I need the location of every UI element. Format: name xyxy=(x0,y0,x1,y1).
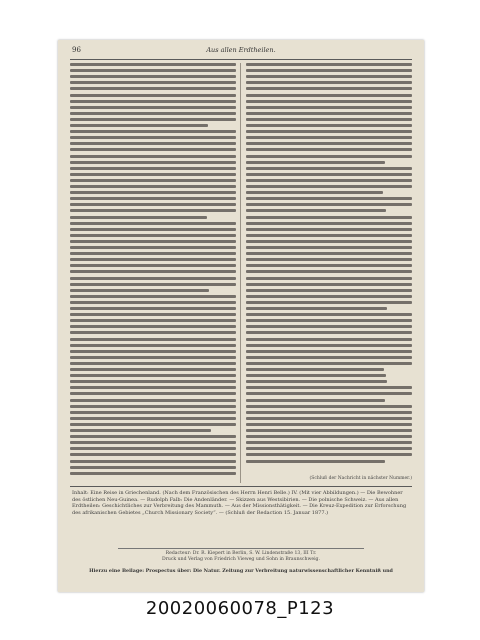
text-line xyxy=(246,112,412,115)
archive-id-caption: 20020060078_P123 xyxy=(145,598,335,619)
text-line xyxy=(246,264,412,267)
text-line xyxy=(70,148,236,151)
text-line xyxy=(246,179,412,182)
text-line xyxy=(70,350,236,353)
text-line xyxy=(246,258,412,261)
article-signature: (Schluß der Nachricht in nächster Nummer.) xyxy=(309,476,412,481)
column-divider xyxy=(240,63,241,483)
text-line xyxy=(70,124,208,127)
header-rule xyxy=(70,59,412,60)
text-line xyxy=(246,411,412,414)
text-line xyxy=(246,136,412,139)
text-line xyxy=(246,405,412,408)
text-line xyxy=(70,380,236,383)
text-line xyxy=(70,368,236,371)
text-line xyxy=(70,472,236,475)
text-line xyxy=(246,173,412,176)
text-line xyxy=(246,246,412,249)
text-line xyxy=(70,356,236,359)
text-line xyxy=(70,283,236,286)
text-line xyxy=(70,94,236,97)
text-line xyxy=(246,344,412,347)
text-line xyxy=(70,313,236,316)
text-line xyxy=(246,423,412,426)
text-line xyxy=(70,466,236,469)
imprint xyxy=(72,551,410,563)
imprint-editor: Redacteur: Dr. R. Kiepert in Berlin, S. W. Lindenstraße 13, III Tr. xyxy=(165,551,317,556)
text-line xyxy=(246,155,412,158)
text-line xyxy=(70,191,236,194)
text-line xyxy=(70,234,236,237)
text-line xyxy=(70,240,236,243)
text-line xyxy=(246,441,412,444)
text-line xyxy=(246,118,412,121)
text-line xyxy=(70,453,236,456)
text-line xyxy=(70,307,236,310)
text-line xyxy=(70,392,236,395)
text-line xyxy=(246,252,412,255)
text-line xyxy=(246,209,386,212)
text-line xyxy=(70,142,236,145)
text-line xyxy=(246,417,412,420)
text-line xyxy=(246,295,412,298)
text-line xyxy=(70,63,236,66)
text-line xyxy=(246,386,412,389)
text-line xyxy=(70,155,236,158)
text-line xyxy=(246,69,412,72)
text-line xyxy=(70,81,236,84)
text-line xyxy=(70,319,236,322)
text-line xyxy=(70,295,236,298)
text-line xyxy=(246,325,412,328)
supplement-notice: Hierzu eine Beilage: Prospectus über: Die Natur. Zeitung zur Verbreitung naturwissenschaftlicher Kenntniß und xyxy=(89,568,393,574)
running-head xyxy=(72,46,410,56)
text-line xyxy=(246,380,387,383)
text-line xyxy=(246,338,412,341)
text-line xyxy=(70,258,236,261)
text-line xyxy=(70,173,236,176)
text-line xyxy=(246,447,412,450)
text-line xyxy=(70,460,236,463)
text-line xyxy=(70,331,236,334)
text-line xyxy=(70,167,236,170)
text-line xyxy=(246,270,412,273)
text-line xyxy=(246,167,412,170)
text-line xyxy=(246,453,412,456)
text-line xyxy=(246,362,412,365)
text-line xyxy=(246,197,412,200)
scanned-page xyxy=(58,40,424,592)
text-line xyxy=(70,69,236,72)
text-line xyxy=(246,289,412,292)
text-line xyxy=(246,331,412,334)
text-line xyxy=(70,264,236,267)
text-line xyxy=(70,228,236,231)
text-line xyxy=(70,338,236,341)
text-line xyxy=(246,63,412,66)
text-line xyxy=(70,399,236,402)
text-line xyxy=(70,100,236,103)
text-line xyxy=(246,319,412,322)
text-line xyxy=(70,447,236,450)
text-line xyxy=(246,277,412,280)
text-line xyxy=(70,87,236,90)
text-line xyxy=(246,148,412,151)
text-line xyxy=(70,209,236,212)
text-line xyxy=(70,216,207,219)
text-line xyxy=(70,112,236,115)
text-line xyxy=(70,362,236,365)
right-column xyxy=(246,63,412,483)
text-line xyxy=(246,460,385,463)
text-line xyxy=(70,252,236,255)
text-line xyxy=(70,417,236,420)
article-columns xyxy=(70,63,412,483)
text-line xyxy=(246,94,412,97)
contents-footnote: Inhalt: Eine Reise in Griechenland. (Nach dem Französischen des Herrn Henri Belle.) IV. (Mit vier Abbildungen.) — Die Bewohner des östlichen Neu-Guinea. — Rudolph Falb: Die Andenländer. — Skizzen aus Westsibirien. — Die polnische Schweiz. — Aus allen Erdtheilen: Geschichtliches zur Verbreitung des Mammuth. — Aus der Missionsthätigkeit. — Die Kreuz-Expedition zur Erforschung des afrikanischen Gebietes „Church Missionary Society“. — (Schluß der Redaction 15. Januar 1877.) xyxy=(72,490,407,516)
text-line xyxy=(70,344,236,347)
text-line xyxy=(246,75,412,78)
text-line xyxy=(246,106,412,109)
footnote-rule xyxy=(70,486,412,487)
left-column xyxy=(70,63,236,483)
text-line xyxy=(246,374,386,377)
text-line xyxy=(246,313,412,316)
text-line xyxy=(70,435,236,438)
text-line xyxy=(246,356,412,359)
text-line xyxy=(70,429,211,432)
text-line xyxy=(246,130,412,133)
text-line xyxy=(246,392,412,395)
text-line xyxy=(70,386,236,389)
text-line xyxy=(246,216,412,219)
text-line xyxy=(70,136,236,139)
text-line xyxy=(246,124,412,127)
text-line xyxy=(246,222,412,225)
text-line xyxy=(70,222,236,225)
text-line xyxy=(70,179,236,182)
text-line xyxy=(70,301,236,304)
text-line xyxy=(70,75,236,78)
page-number: 96 xyxy=(72,46,81,54)
text-line xyxy=(246,429,412,432)
text-line xyxy=(246,203,412,206)
text-line xyxy=(70,185,236,188)
text-line xyxy=(246,142,412,145)
text-line xyxy=(246,234,412,237)
text-line xyxy=(246,307,387,310)
imprint-publisher: Druck und Verlag von Friedrich Vieweg und Sohn in Braunschweig. xyxy=(162,557,320,562)
text-line xyxy=(70,441,236,444)
text-line xyxy=(70,277,236,280)
text-line xyxy=(70,197,236,200)
text-line xyxy=(70,325,236,328)
text-line xyxy=(70,246,236,249)
text-line xyxy=(246,283,412,286)
text-line xyxy=(70,423,236,426)
text-line xyxy=(246,301,412,304)
text-line xyxy=(70,374,236,377)
text-line xyxy=(246,161,385,164)
text-line xyxy=(70,270,236,273)
text-line xyxy=(70,289,209,292)
text-line xyxy=(70,411,236,414)
text-line xyxy=(70,130,236,133)
text-line xyxy=(70,161,236,164)
text-line xyxy=(246,350,412,353)
text-line xyxy=(246,185,412,188)
text-line xyxy=(246,368,384,371)
text-line xyxy=(246,100,412,103)
text-line xyxy=(246,435,412,438)
imprint-rule xyxy=(118,548,364,549)
text-line xyxy=(70,203,236,206)
text-line xyxy=(70,405,236,408)
section-title: Aus allen Erdtheilen. xyxy=(206,46,276,54)
text-line xyxy=(70,106,236,109)
text-line xyxy=(246,228,412,231)
text-line xyxy=(246,87,412,90)
text-line xyxy=(246,191,383,194)
text-line xyxy=(70,118,236,121)
text-line xyxy=(246,240,412,243)
text-line xyxy=(246,81,412,84)
text-line xyxy=(246,399,385,402)
